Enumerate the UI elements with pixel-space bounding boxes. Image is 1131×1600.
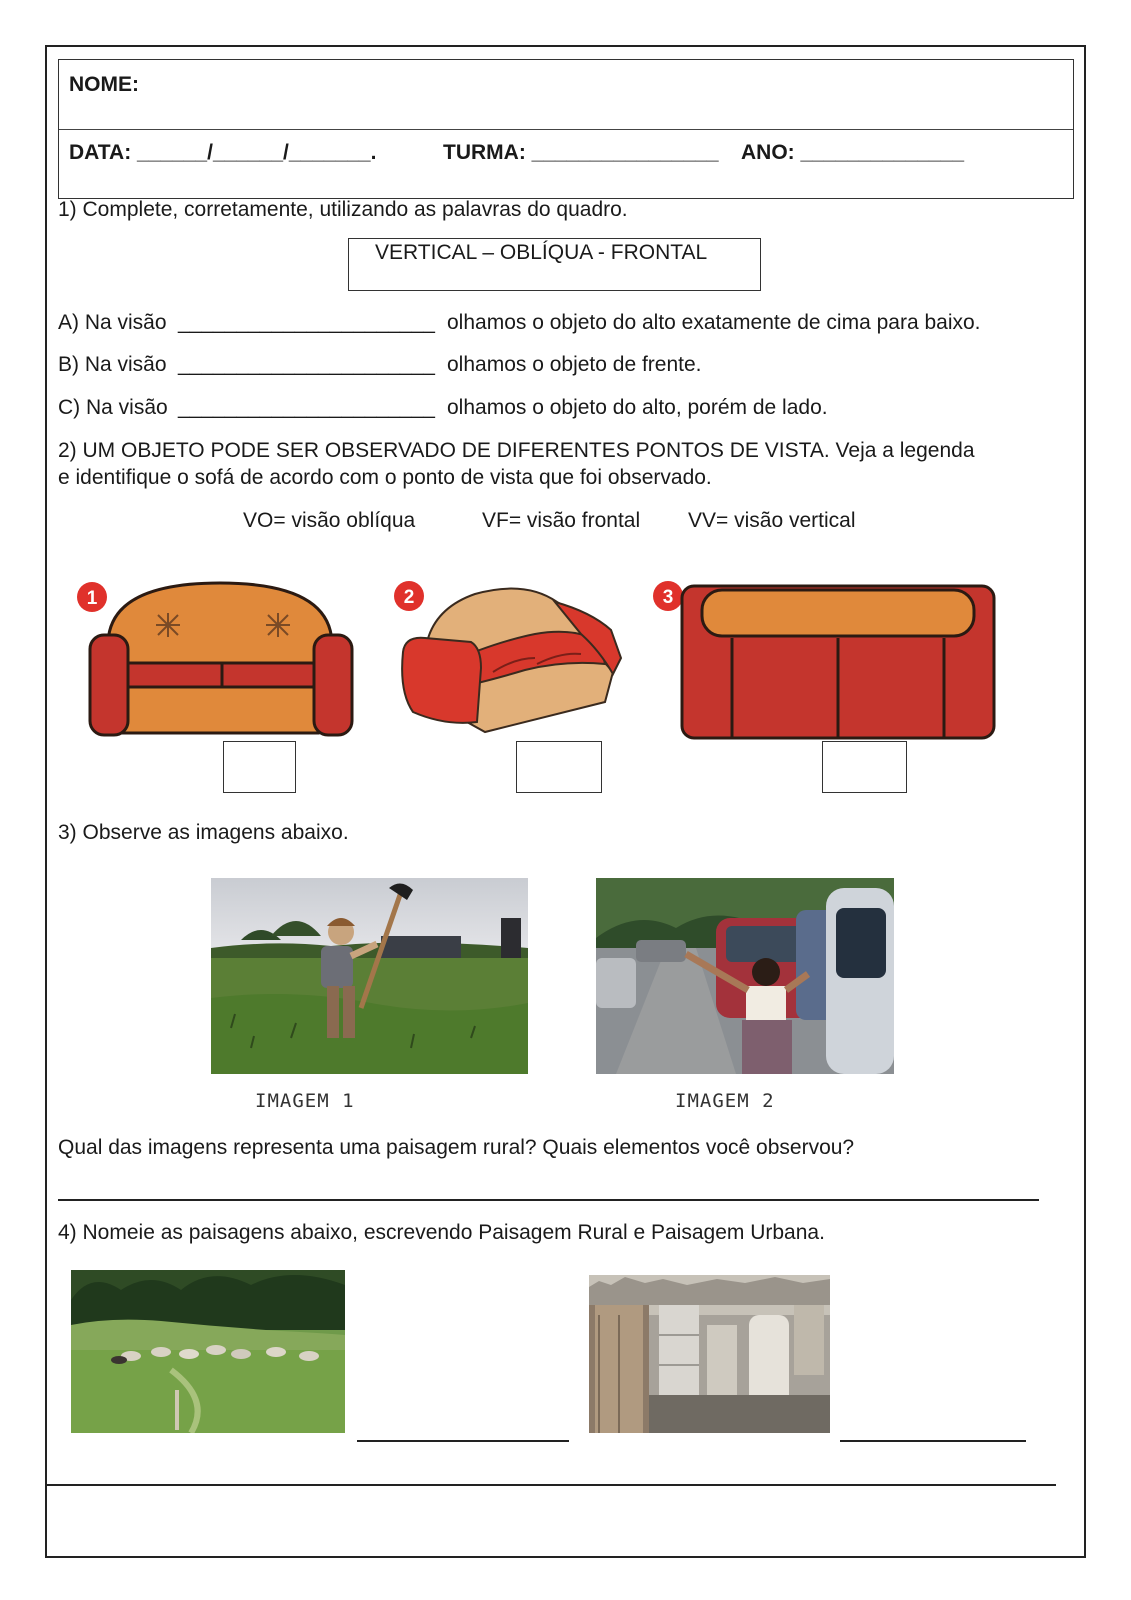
sofa-3-badge: 3 — [662, 587, 674, 608]
header-box — [58, 59, 1074, 199]
q4-prompt: 4) Nomeie as paisagens abaixo, escrevendo Paisagem Rural e Paisagem Urbana. — [58, 1221, 825, 1244]
q3-question: Qual das imagens representa uma paisagem rural? Quais elementos você observou? — [58, 1136, 855, 1159]
sofa-2-answer-box[interactable] — [516, 741, 602, 793]
date-field[interactable]: DATA: ______/______/_______. — [69, 141, 377, 164]
image-1-caption: IMAGEM 1 — [255, 1090, 355, 1112]
q1-item-a-suffix: olhamos o objeto do alto exatamente de cima para baixo. — [447, 311, 981, 334]
urban-photo — [596, 878, 894, 1074]
q3-prompt: 3) Observe as imagens abaixo. — [58, 821, 349, 844]
sofa-3-illustration — [650, 578, 1000, 746]
q2-prompt-line2: e identifique o sofá de acordo com o ponto de vista que foi observado. — [58, 466, 712, 489]
name-label: NOME: — [69, 73, 139, 96]
q1-item-a-blank[interactable]: ______________________ — [178, 311, 435, 334]
word-box-text: VERTICAL – OBLÍQUA - FRONTAL — [375, 241, 708, 264]
q1-item-a-prefix: A) Na visão — [58, 311, 167, 334]
urban-landscape-answer-line[interactable] — [840, 1440, 1026, 1442]
q1-item-c-blank[interactable]: ______________________ — [178, 396, 435, 419]
sofa-1-badge: 1 — [86, 588, 98, 609]
q1-item-b-blank[interactable]: ______________________ — [178, 353, 435, 376]
urban-landscape-photo — [589, 1275, 830, 1433]
header-divider — [59, 129, 1073, 130]
legend-vv: VV= visão vertical — [688, 509, 856, 532]
q1-prompt: 1) Complete, corretamente, utilizando as palavras do quadro. — [58, 198, 628, 221]
sofa-2-illustration — [385, 572, 635, 742]
footer-divider — [45, 1484, 1056, 1486]
q2-prompt-line1: 2) UM OBJETO PODE SER OBSERVADO DE DIFERENTES PONTOS DE VISTA. Veja a legenda — [58, 439, 975, 462]
ano-field[interactable]: ANO: ______________ — [741, 141, 965, 164]
legend-vo: VO= visão oblíqua — [243, 509, 416, 532]
q3-answer-line[interactable] — [58, 1199, 1039, 1201]
sofa-1-illustration — [70, 575, 365, 745]
q1-item-c-suffix: olhamos o objeto do alto, porém de lado. — [447, 396, 828, 419]
sofa-1-answer-box[interactable] — [223, 741, 296, 793]
image-2-caption: IMAGEM 2 — [675, 1090, 775, 1112]
rural-photo — [211, 878, 528, 1074]
q1-item-b-prefix: B) Na visão — [58, 353, 167, 376]
q1-item-b-suffix: olhamos o objeto de frente. — [447, 353, 702, 376]
q1-item-c-prefix: C) Na visão — [58, 396, 168, 419]
legend-vf: VF= visão frontal — [482, 509, 641, 532]
rural-landscape-photo — [71, 1270, 345, 1433]
sofa-2-badge: 2 — [403, 587, 415, 608]
rural-landscape-answer-line[interactable] — [357, 1440, 569, 1442]
sofa-3-answer-box[interactable] — [822, 741, 907, 793]
turma-field[interactable]: TURMA: ________________ — [443, 141, 719, 164]
